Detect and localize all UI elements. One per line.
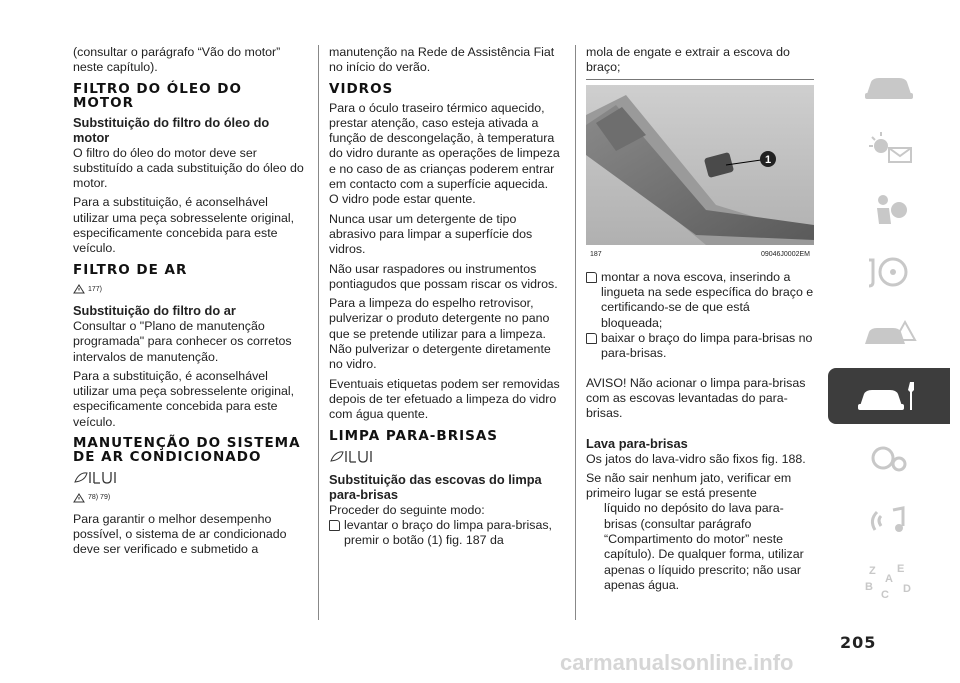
tab-multimedia[interactable] — [828, 492, 950, 548]
figure-top-rule — [586, 79, 814, 82]
page-number: 205 — [840, 633, 877, 652]
warning-triangle-icon — [73, 493, 85, 503]
watermark: carmanualsonline.info — [560, 650, 794, 675]
subheading-air-filter-replace: Substituição do filtro do ar — [73, 302, 236, 318]
paragraph: O filtro do óleo do motor deve ser substituído a cada substituição do óleo do motor. — [73, 145, 304, 191]
warning-ref-number: 177) — [88, 285, 103, 293]
list-item — [586, 331, 814, 362]
paragraph: Para a substituição, é aconselhável utilizar uma peça sobresselente original, especificamente concebida para este veículo. — [73, 368, 295, 429]
figure-callout-1: 1 — [764, 153, 772, 166]
column-right — [586, 45, 814, 597]
list-item — [329, 518, 561, 549]
warning-ref — [73, 490, 305, 505]
svg-text:Z: Z — [869, 565, 876, 577]
environment-icon-block — [329, 448, 561, 468]
svg-text:D: D — [903, 583, 911, 595]
paragraph: Eventuais etiquetas podem ser removidas depois de ter efetuado a limpeza do vidro com água quente. — [329, 376, 560, 422]
heading-wipers: LIMPA PARA-BRISAS — [329, 427, 499, 444]
paragraph: Para a substituição, é aconselhável utilizar uma peça sobresselente original, especificamente concebida para este veículo. — [73, 195, 295, 256]
environment-icon — [73, 469, 119, 485]
tab-warning-lights[interactable] — [828, 120, 950, 176]
heading-glass: VIDROS — [329, 80, 394, 97]
paragraph: Para garantir o melhor desempenho possível, o sistema de ar condicionado deve ser verificado e submetido a — [73, 511, 287, 557]
paragraph: Para o óculo traseiro térmico aquecido, prestar atenção, caso esteja ativada a função de descongelação, à temperatura do vidro durante as operações de limpeza e no caso de as crianças poderem entrar em contacto com a superfície aquecida. O vidro pode estar quente. — [329, 100, 560, 207]
bullet-icon — [329, 520, 340, 531]
list-item — [586, 270, 814, 331]
paragraph: Para a limpeza do espelho retrovisor, pulverizar o produto detergente no pano que se pretende utilizar para a limpeza. Não pulverizar o detergente diretamente no vidro. — [329, 296, 551, 372]
list-item-text: montar a nova escova, inserindo a lingueta na sede específica do braço e certificando-se de que está bloqueada; — [601, 269, 814, 330]
multimedia-icon — [859, 500, 919, 540]
svg-text:E: E — [897, 563, 905, 575]
warning-ref — [73, 282, 305, 297]
heading-air-filter: FILTRO DE AR — [73, 261, 188, 278]
paragraph: mola de engate e extrair a escova do braço; — [586, 45, 790, 75]
svg-text:A: A — [885, 573, 893, 585]
figure-wiper-blade — [586, 85, 814, 275]
tab-car-dashboard[interactable] — [828, 58, 950, 114]
steering-wheel-icon — [859, 252, 919, 292]
tab-steering[interactable] — [828, 244, 950, 300]
paragraph: Os jatos do lava-vidro são fixos fig. 188. — [586, 451, 806, 466]
intro-text: (consultar o parágrafo “Vão do motor” neste capítulo). — [73, 45, 281, 75]
heading-oil-filter: FILTRO DO ÓLEO DO MOTOR — [73, 80, 242, 111]
heading-ac-maintenance: MANUTENÇÃO DO SISTEMA DE AR CONDICIONADO — [73, 435, 301, 466]
environment-icon — [329, 448, 375, 464]
warning-text: AVISO! Não acionar o limpa para-brisas com as escovas levantadas do para-brisas. — [586, 375, 806, 421]
column-divider — [575, 45, 576, 620]
subheading-washer: Lava para-brisas — [586, 435, 688, 451]
warning-triangle-icon — [73, 284, 85, 294]
subheading-oil-filter-replace: Substituição do filtro do óleo do motor — [73, 114, 270, 145]
svg-text:B: B — [865, 581, 873, 593]
paragraph: manutenção na Rede de Assistência Fiat no início do verão. — [329, 45, 555, 75]
emergency-icon — [859, 314, 919, 354]
wiper-blade-illustration — [586, 85, 814, 245]
bullet-icon — [586, 333, 597, 344]
warning-ref-number: 78) 79) — [88, 494, 111, 502]
warning-lights-icon — [859, 128, 919, 168]
paragraph: Consultar o "Plano de manutenção programada" para conhecer os corretos intervalos de manutenção. — [73, 318, 292, 364]
paragraph: Não usar raspadores ou instrumentos pontiagudos que possam riscar os vidros. — [329, 261, 558, 291]
column-divider — [318, 45, 319, 620]
paragraph: Proceder do seguinte modo: — [329, 502, 485, 517]
column-middle — [329, 45, 561, 549]
car-dashboard-icon — [859, 66, 919, 106]
tab-airbag-safety[interactable] — [828, 182, 950, 238]
list-item-text: levantar o braço do limpa para-brisas, premir o botão (1) fig. 187 da — [344, 518, 552, 548]
specifications-icon — [859, 438, 919, 478]
tab-index[interactable] — [828, 554, 950, 610]
airbag-safety-icon — [859, 190, 919, 230]
environment-icon-block — [73, 469, 305, 489]
chapter-tabs — [828, 58, 950, 616]
tab-emergency[interactable] — [828, 306, 950, 362]
tab-specifications[interactable] — [828, 430, 950, 486]
tab-car-maintenance[interactable] — [828, 368, 950, 424]
figure-code: 09046J0002EM — [760, 250, 810, 258]
svg-text:C: C — [881, 589, 889, 601]
list-item-text: baixar o braço do limpa para-brisas no para-brisas. — [601, 331, 813, 361]
index-icon — [859, 560, 919, 604]
subheading-wiper-replace: Substituição das escovas do limpa para-brisas — [329, 471, 542, 502]
car-maintenance-icon — [854, 376, 924, 416]
paragraph: Nunca usar um detergente de tipo abrasivo para limpar a superfície dos vidros. — [329, 211, 533, 257]
figure-number: 187 — [590, 250, 602, 258]
paragraph: Se não sair nenhum jato, verificar em primeiro lugar se está presente — [586, 470, 792, 501]
paragraph: líquido no depósito do lava para-brisas (consultar parágrafo “Compartimento do motor” neste capítulo). De qualquer forma, utilizar apenas o líquido prescrito; não usar apenas água. — [604, 501, 804, 592]
column-left — [73, 45, 305, 562]
